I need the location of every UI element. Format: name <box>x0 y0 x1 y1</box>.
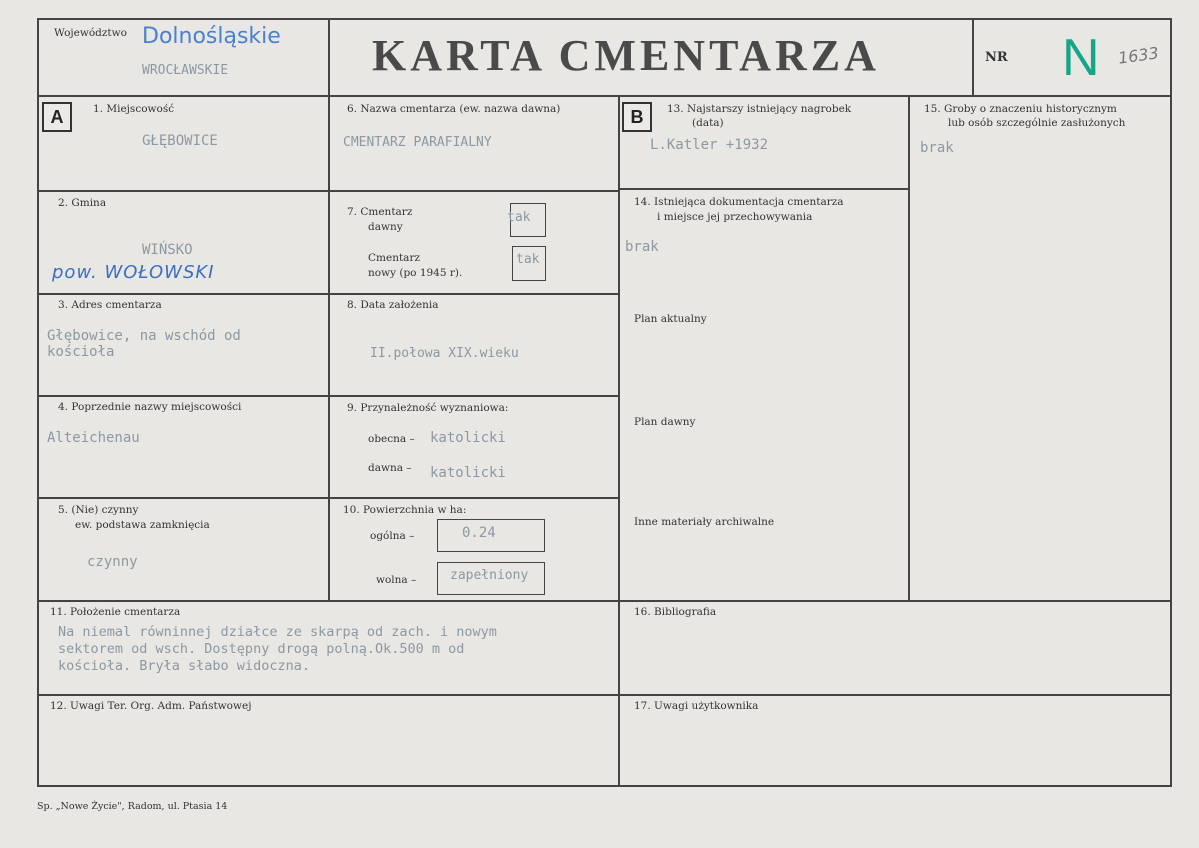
field-7-value-a: tak <box>507 210 531 225</box>
field-5-value: czynny <box>87 554 138 570</box>
field-14-inne: Inne materiały archiwalne <box>634 516 775 528</box>
field-10-ogolna-value: 0.24 <box>462 525 496 541</box>
field-6-label: 6. Nazwa cmentarza (ew. nazwa dawna) <box>347 103 561 115</box>
field-8-label: 8. Data założenia <box>347 299 439 311</box>
field-5-label-line1: 5. (Nie) czynny <box>58 504 139 516</box>
field-6-value: CMENTARZ PARAFIALNY <box>343 135 492 150</box>
divider <box>972 18 974 97</box>
field-12-label: 12. Uwagi Ter. Org. Adm. Państwowej <box>50 700 252 712</box>
field-15-value: brak <box>920 140 954 156</box>
divider <box>908 95 910 600</box>
field-5-label-line2: ew. podstawa zamknięcia <box>75 519 210 531</box>
printer-imprint: Sp. „Nowe Życie", Radom, ul. Ptasia 14 <box>37 801 228 812</box>
divider <box>37 497 620 499</box>
field-17-label: 17. Uwagi użytkownika <box>634 700 759 712</box>
field-9-dawna-value: katolicki <box>430 465 506 481</box>
field-2-note: pow. WOŁOWSKI <box>52 262 215 283</box>
field-13-label-line1: 13. Najstarszy istniejący nagrobek <box>667 103 852 115</box>
nr-letter: N <box>1062 29 1100 87</box>
section-b-marker: B <box>622 102 652 132</box>
field-14-label-line2: i miejsce jej przechowywania <box>657 211 813 223</box>
field-2-label: 2. Gmina <box>58 197 107 209</box>
divider <box>618 95 620 787</box>
divider <box>328 18 330 97</box>
field-3-value-line2: kościoła <box>47 344 115 360</box>
field-10-label: 10. Powierzchnia w ha: <box>343 504 467 516</box>
field-9-dawna-label: dawna – <box>368 462 412 474</box>
field-9-obecna-label: obecna – <box>368 433 415 445</box>
field-10-wolna-label: wolna – <box>376 574 417 586</box>
field-11-line3: kościoła. Bryła słabo widoczna. <box>58 658 310 674</box>
field-15-label-line1: 15. Groby o znaczeniu historycznym <box>924 103 1117 115</box>
field-7-label-a2: dawny <box>368 221 403 233</box>
field-2-value: WIŃSKO <box>142 242 193 258</box>
field-4-label: 4. Poprzednie nazwy miejscowości <box>58 401 242 413</box>
divider <box>37 600 1172 602</box>
divider <box>328 95 330 600</box>
nr-label: NR <box>985 50 1008 65</box>
page-title: KARTA CMENTARZA <box>372 31 880 80</box>
field-7-label-b1: Cmentarz <box>368 252 420 264</box>
nr-number: 1633 <box>1116 43 1160 68</box>
divider <box>37 694 1172 696</box>
field-16-label: 16. Bibliografia <box>634 606 717 618</box>
field-9-obecna-value: katolicki <box>430 430 506 446</box>
field-7-value-b: tak <box>516 252 540 267</box>
divider <box>37 293 620 295</box>
field-1-label: 1. Miejscowość <box>93 103 175 115</box>
field-9-label: 9. Przynależność wyznaniowa: <box>347 402 509 414</box>
field-7-label-a1: 7. Cmentarz <box>347 206 413 218</box>
divider <box>37 190 620 192</box>
wojewodztwo-value: Dolnośląskie <box>142 24 281 49</box>
section-a-marker: A <box>42 102 72 132</box>
field-14-plan-dawny: Plan dawny <box>634 416 696 428</box>
field-3-label: 3. Adres cmentarza <box>58 299 162 311</box>
field-8-value: II.połowa XIX.wieku <box>370 346 519 361</box>
field-10-wolna-value: zapełniony <box>450 568 529 583</box>
field-4-value: Alteichenau <box>47 430 140 446</box>
divider <box>37 395 620 397</box>
field-3-value-line1: Głębowice, na wschód od <box>47 328 241 344</box>
field-7-label-b2: nowy (po 1945 r). <box>368 267 463 279</box>
field-14-label-line1: 14. Istniejąca dokumentacja cmentarza <box>634 196 844 208</box>
field-10-ogolna-label: ogólna – <box>370 530 415 542</box>
field-14-plan-aktualny: Plan aktualny <box>634 313 707 325</box>
field-11-line2: sektorem od wsch. Dostępny drogą polną.Ok.500 m od <box>58 641 465 657</box>
field-1-value: GŁĘBOWICE <box>142 133 218 149</box>
field-11-line1: Na niemal równinnej działce ze skarpą od zach. i nowym <box>58 624 497 640</box>
wojewodztwo-label: Województwo <box>54 27 127 39</box>
divider <box>618 188 910 190</box>
field-11-label: 11. Położenie cmentarza <box>50 606 181 618</box>
field-13-value: L.Katler +1932 <box>650 137 769 153</box>
field-15-label-line2: lub osób szczególnie zasłużonych <box>948 117 1126 129</box>
field-13-label-line2: (data) <box>692 117 724 129</box>
divider <box>37 95 1172 97</box>
wojewodztwo-old: WROCŁAWSKIE <box>142 63 229 78</box>
field-14-value: brak <box>625 239 659 255</box>
